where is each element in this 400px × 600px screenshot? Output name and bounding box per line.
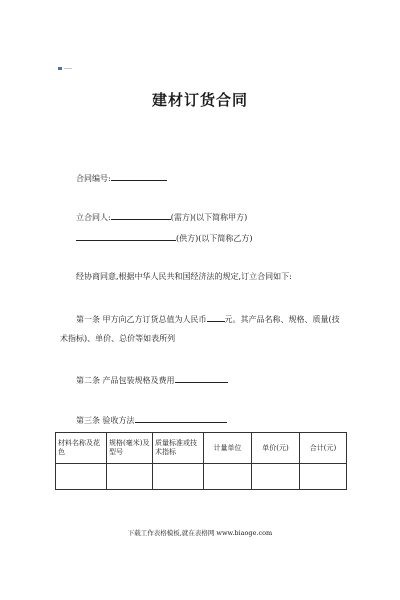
inspection-method-blank — [135, 414, 227, 423]
table-header-row — [56, 433, 347, 464]
contract-number-row — [76, 172, 167, 184]
table-cell[interactable] — [56, 464, 107, 490]
header-total: 合计(元) — [300, 433, 347, 464]
goods-table — [55, 432, 347, 490]
table-cell[interactable] — [252, 464, 300, 490]
buyer-name-blank — [111, 211, 171, 220]
buyer-suffix: (需方)(以下简称甲方) — [170, 213, 248, 222]
seller-name-blank — [76, 232, 176, 241]
clause-1-text-b: 元。其产品名称、规格、质量(技 — [224, 315, 340, 324]
header-logo-mark — [58, 67, 72, 70]
clause-1-text-a: 第一条 甲方向乙方订货总值为人民币 — [76, 315, 207, 324]
footer-text: 下载工作表格模板,就在表格网 www.biaoge.com — [127, 529, 273, 537]
seller-row — [76, 232, 252, 244]
header-quality-standard: 质量标准或技术指标 — [153, 433, 204, 464]
intro-paragraph: 经协商同意,根据中华人民共和国经济法的规定,订立合同如下: — [76, 272, 292, 281]
header-spec-model: 规格(毫米)及型号 — [107, 433, 153, 464]
buyer-row — [76, 211, 247, 223]
packaging-blank — [175, 374, 228, 383]
table-cell[interactable] — [204, 464, 252, 490]
total-amount-blank — [207, 313, 225, 322]
clause-2-row — [76, 374, 228, 386]
table-cell[interactable] — [300, 464, 347, 490]
logo-dot — [58, 67, 62, 70]
page-title: 建材订货合同 — [151, 91, 248, 109]
table-cell[interactable] — [107, 464, 153, 490]
clause-3-row — [76, 414, 227, 426]
seller-suffix: (供方)(以下简称乙方) — [176, 234, 253, 243]
clause-2-text: 第二条 产品包装规格及费用 — [76, 376, 175, 385]
table-row — [56, 464, 347, 490]
table-cell[interactable] — [153, 464, 204, 490]
contract-number-blank — [111, 172, 167, 181]
party-label: 立合同人: — [76, 213, 111, 222]
header-unit: 计量单位 — [204, 433, 252, 464]
clause-1-line-1 — [76, 313, 340, 325]
clause-1-line-2: 术指标)、单价、总价等如表所列 — [60, 334, 176, 343]
header-material-name: 材料名称及花色 — [56, 433, 107, 464]
logo-dash — [64, 68, 72, 69]
clause-3-text: 第三条 验收方法 — [76, 416, 135, 425]
contract-number-label: 合同编号: — [76, 174, 111, 183]
header-unit-price: 单价(元) — [252, 433, 300, 464]
